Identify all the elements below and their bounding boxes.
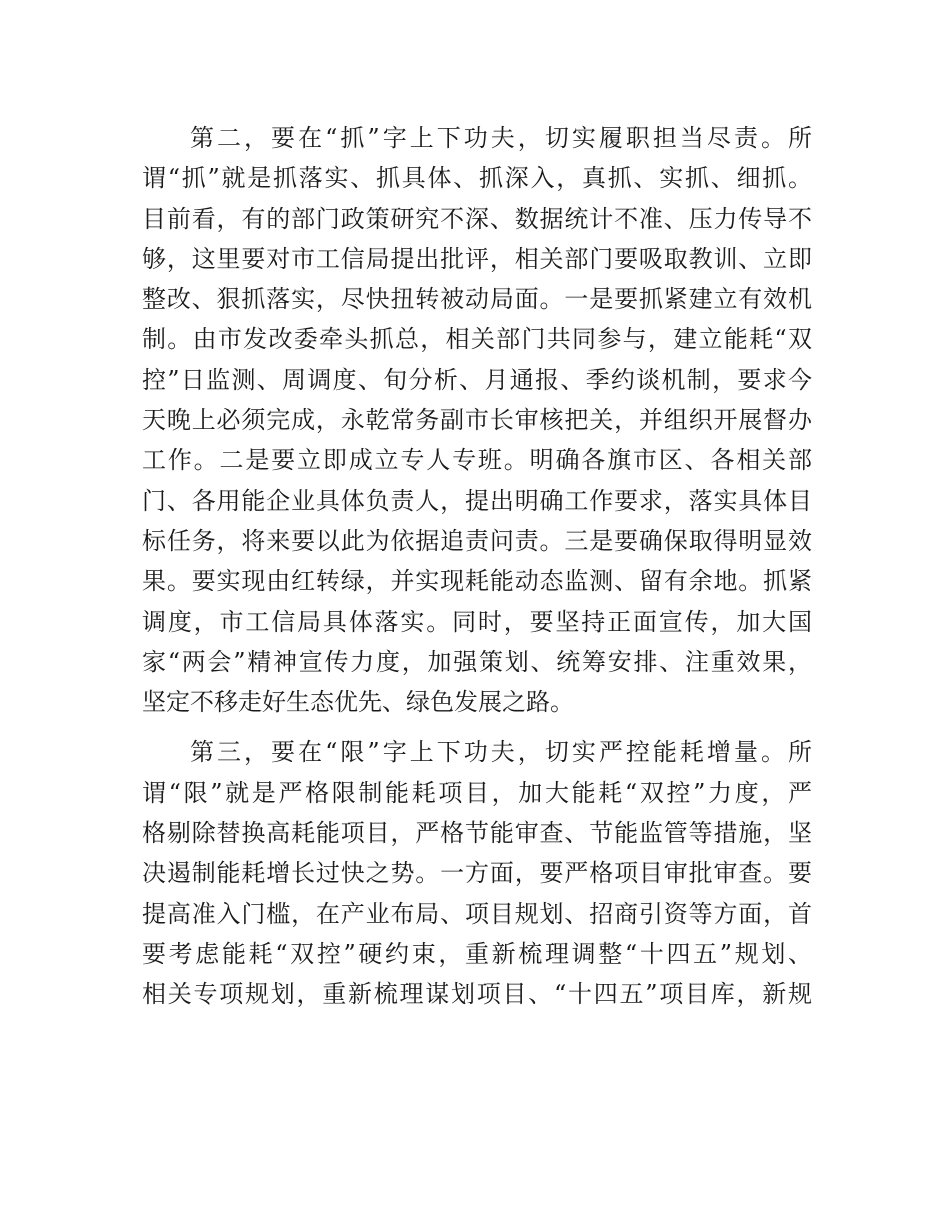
- text-line: 谓“限”就是严格限制能耗项目，加大能耗“双控”力度，严: [142, 778, 812, 807]
- text-line: 第二，要在“抓”字上下功夫，切实履职担当尽责。所: [190, 124, 812, 152]
- text-line: 制。由市发改委牵头抓总，相关部门共同参与，建立能耗“双: [142, 325, 812, 354]
- text-line: 目前看，有的部门政策研究不深、数据统计不准、压力传导不: [142, 204, 812, 233]
- document-body: [142, 118, 812, 1015]
- text-line: 坚定不移走好生态优先、绿色发展之路。: [142, 688, 574, 717]
- text-line: 天晚上必须完成，永乾常务副市长审核把关，并组织开展督办: [142, 406, 812, 435]
- text-line: 决遏制能耗增长过快之势。一方面，要严格项目审批审查。要: [142, 859, 812, 888]
- text-line: 家“两会”精神宣传力度，加强策划、统筹安排、注重效果，: [142, 647, 812, 676]
- text-line: 格剔除替换高耗能项目，严格节能审查、节能监管等措施，坚: [142, 819, 812, 848]
- text-line: 够，这里要对市工信局提出批评，相关部门要吸取教训、立即: [142, 244, 812, 273]
- text-line: 工作。二是要立即成立专人专班。明确各旗市区、各相关部: [142, 446, 812, 475]
- text-line: 门、各用能企业具体负责人，提出明确工作要求，落实具体目: [142, 486, 812, 515]
- text-line: 调度，市工信局具体落实。同时，要坚持正面宣传，加大国: [142, 607, 812, 636]
- text-line: 第三，要在“限”字上下功夫，切实严控能耗增量。所: [190, 738, 812, 767]
- text-line: 相关专项规划，重新梳理谋划项目、“十四五”项目库，新规: [142, 980, 812, 1009]
- paragraph-second: [142, 118, 812, 722]
- paragraph-gap: [142, 722, 812, 732]
- text-line: 谓“抓”就是抓落实、抓具体、抓深入，真抓、实抓、细抓。: [142, 164, 812, 193]
- paragraph-third: [142, 732, 812, 1014]
- text-line: 要考虑能耗“双控”硬约束，重新梳理调整“十四五”规划、: [142, 939, 812, 968]
- text-line: 整改、狠抓落实，尽快扭转被动局面。一是要抓紧建立有效机: [142, 285, 812, 314]
- text-line: 提高准入门槛，在产业布局、项目规划、招商引资等方面，首: [142, 899, 812, 928]
- text-line: 果。要实现由红转绿，并实现耗能动态监测、留有余地。抓紧: [142, 567, 812, 596]
- text-line: 标任务，将来要以此为依据追责问责。三是要确保取得明显效: [142, 526, 812, 555]
- text-line: 控”日监测、周调度、旬分析、月通报、季约谈机制，要求今: [142, 365, 812, 394]
